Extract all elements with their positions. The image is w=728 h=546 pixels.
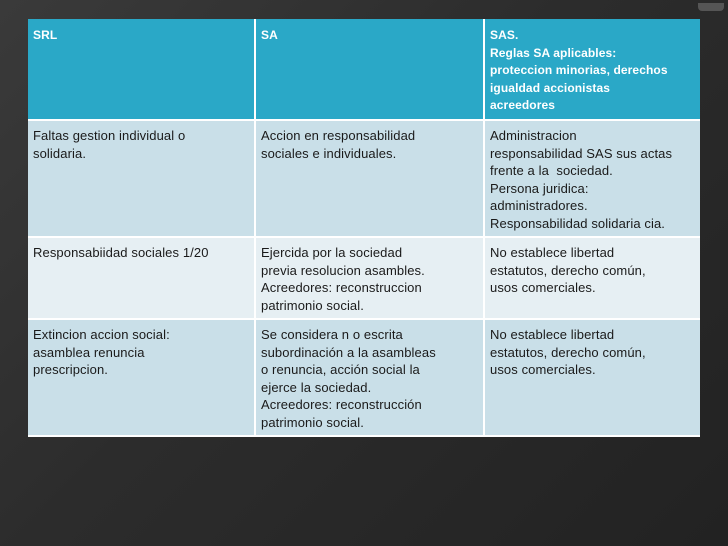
header-sa: SA — [256, 19, 485, 121]
cell-sas: No establece libertad estatutos, derecho común, usos comerciales. — [485, 238, 700, 320]
table-header-row — [28, 19, 700, 121]
cell-sa: Accion en responsabilidad sociales e individuales. — [256, 121, 485, 238]
header-sas: SAS. Reglas SA aplicables: proteccion minorias, derechos igualdad accionistas acreedores — [485, 19, 700, 121]
cell-srl: Faltas gestion individual o solidaria. — [28, 121, 256, 238]
cell-srl: Responsabiidad sociales 1/20 — [28, 238, 256, 320]
cell-sas: No establece libertad estatutos, derecho común, usos comerciales. — [485, 320, 700, 437]
table-row — [28, 238, 700, 320]
corner-tab-decoration — [698, 3, 724, 11]
cell-srl: Extincion accion social: asamblea renuncia prescripcion. — [28, 320, 256, 437]
comparison-table — [28, 19, 700, 437]
cell-sa: Ejercida por la sociedad previa resolucion asambles. Acreedores: reconstruccion patrimonio social. — [256, 238, 485, 320]
cell-sas: Administracion responsabilidad SAS sus actas frente a la sociedad. Persona juridica: administradores. Responsabilidad solidaria cia. — [485, 121, 700, 238]
header-srl: SRL — [28, 19, 256, 121]
cell-sa: Se considera n o escrita subordinación a la asambleas o renuncia, acción social la ejerce la sociedad. Acreedores: reconstrucción patrimonio social. — [256, 320, 485, 437]
table-row — [28, 121, 700, 238]
table-row — [28, 320, 700, 437]
